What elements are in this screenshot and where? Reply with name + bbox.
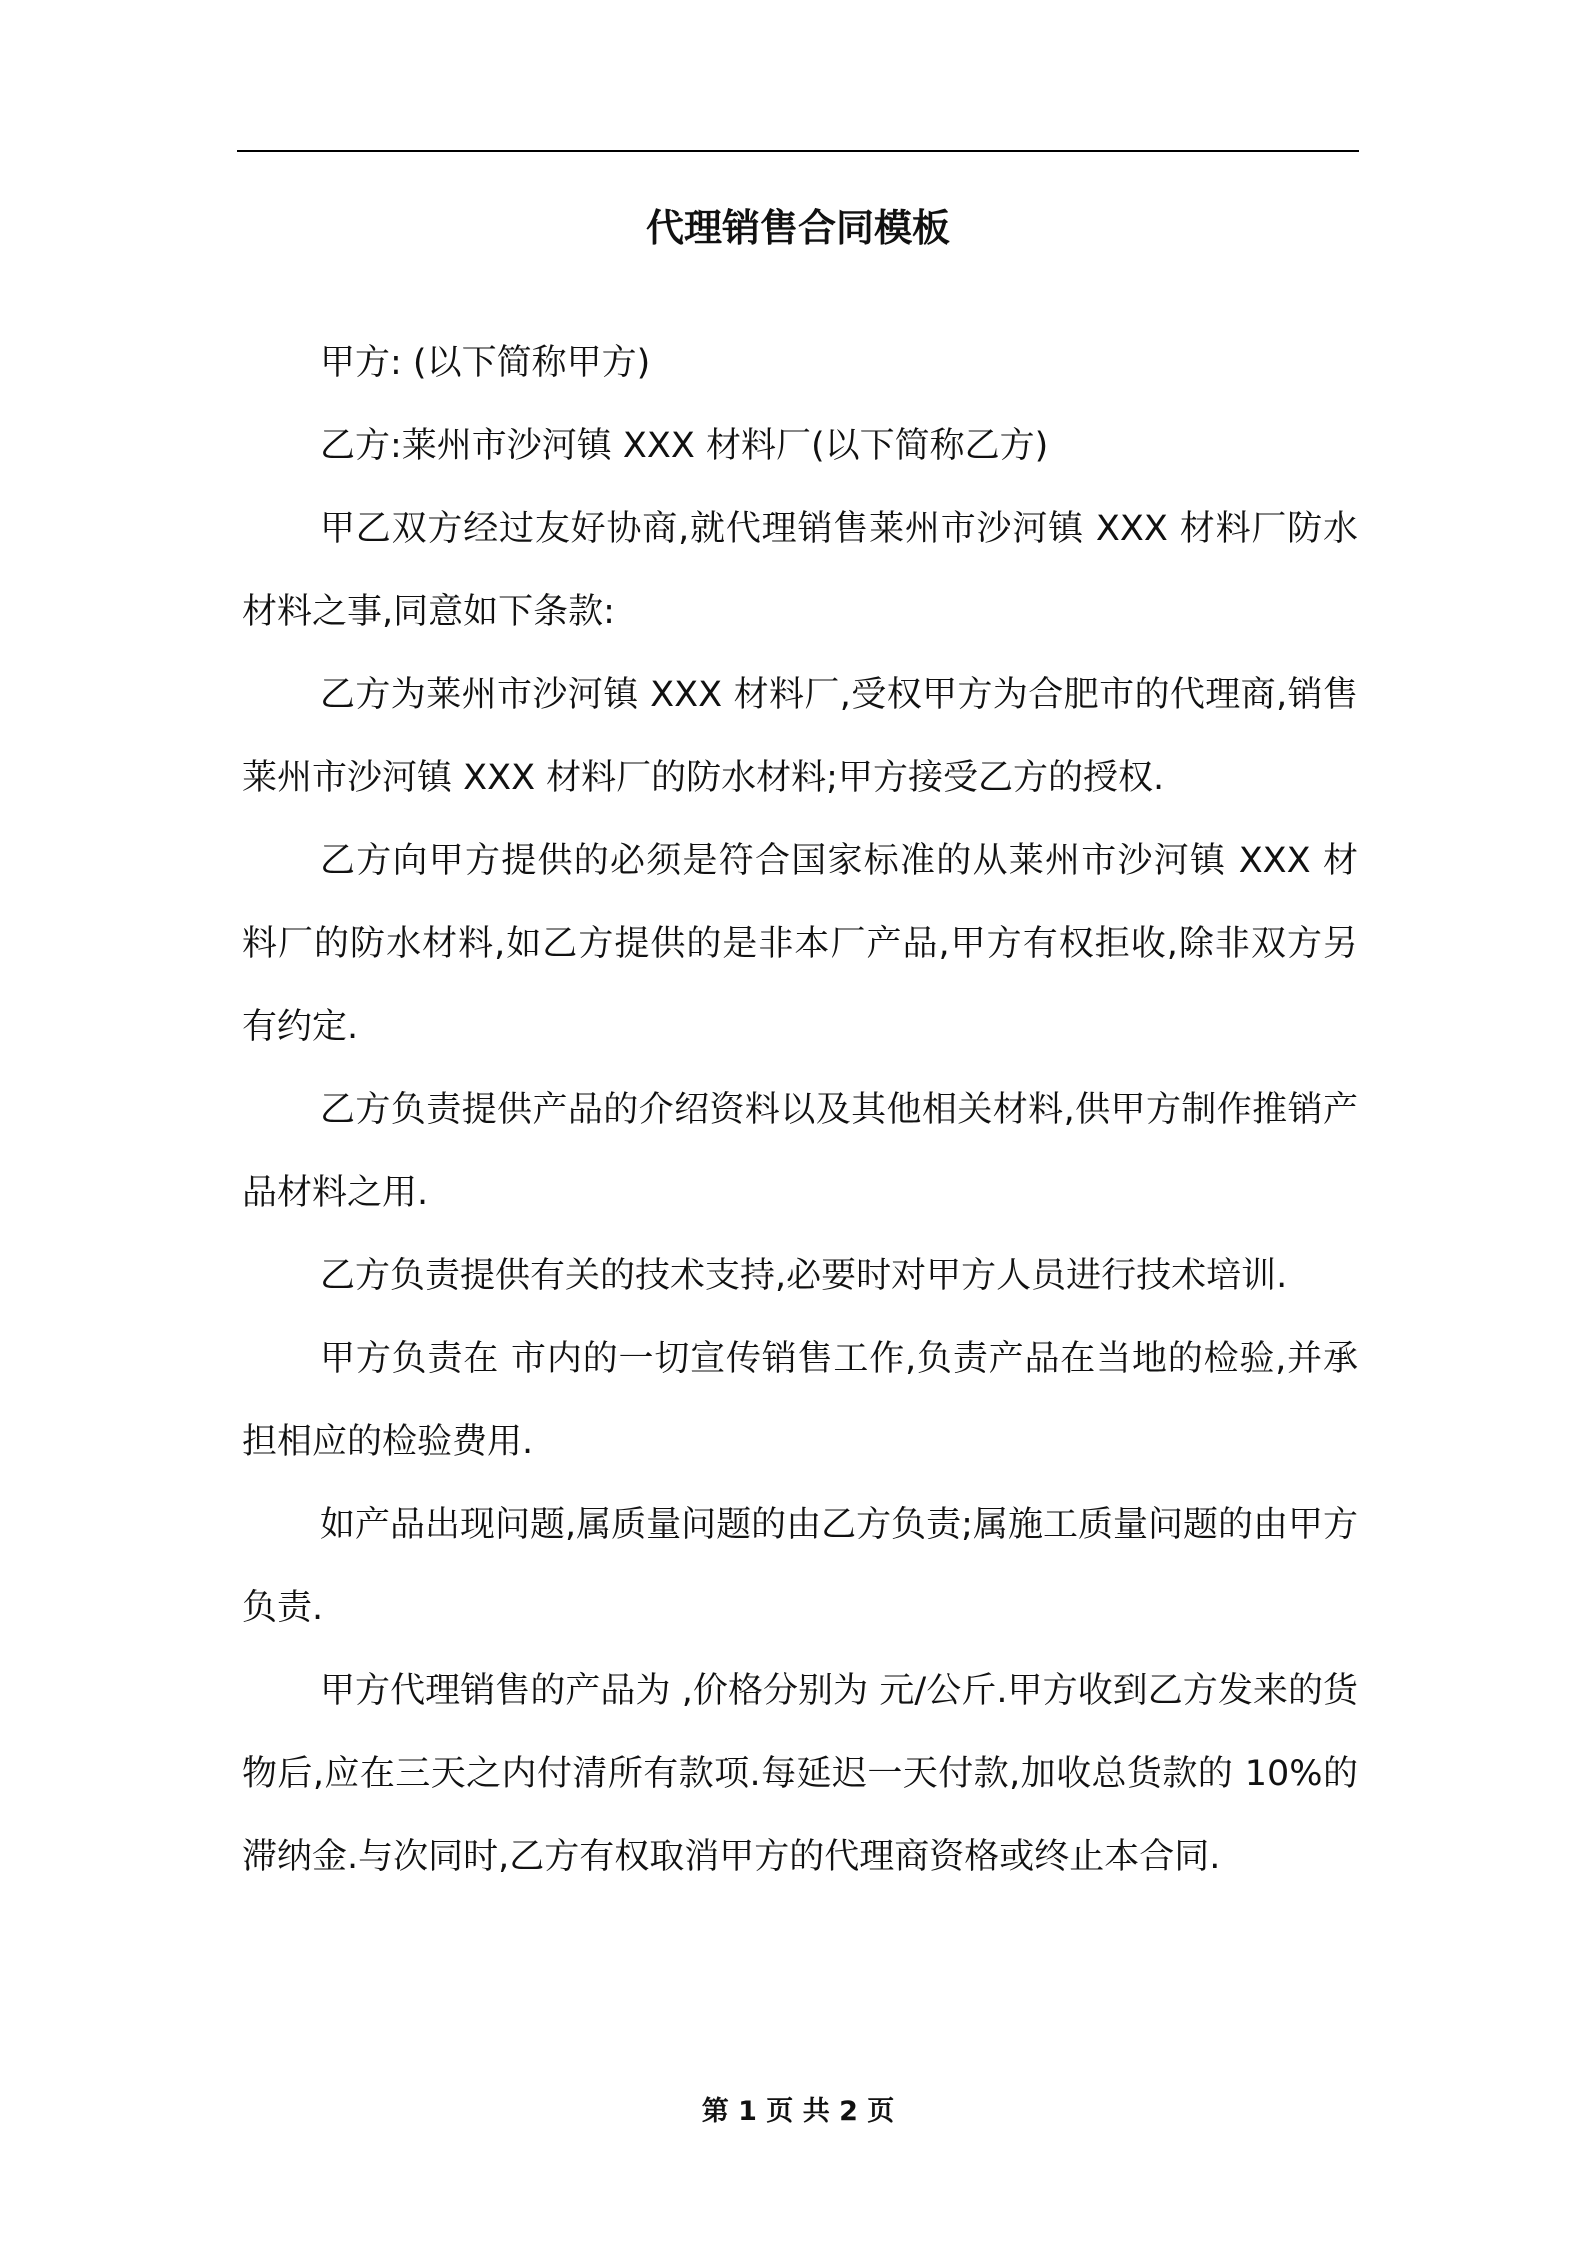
- paragraph-clause: 乙方负责提供产品的介绍资料以及其他相关材料,供甲方制作推销产品材料之用.: [242, 1090, 1358, 1213]
- paragraph-intro: 甲乙双方经过友好协商,就代理销售莱州市沙河镇 XXX 材料厂防水材料之事,同意如下条款:: [242, 509, 1358, 632]
- paragraph-clause: 如产品出现问题,属质量问题的由乙方负责;属施工质量问题的由甲方负责.: [242, 1505, 1358, 1628]
- paragraph-party-b: 乙方:莱州市沙河镇 XXX 材料厂(以下简称乙方): [320, 426, 1049, 466]
- document-title: 代理销售合同模板: [645, 206, 950, 250]
- paragraph-clause: 甲方负责在 市内的一切宣传销售工作,负责产品在当地的检验,并承担相应的检验费用.: [242, 1339, 1358, 1462]
- header-rule: [237, 150, 1359, 152]
- paragraph-clause: 乙方负责提供有关的技术支持,必要时对甲方人员进行技术培训.: [320, 1256, 1288, 1296]
- page-number-footer: 第 1 页 共 2 页: [701, 2096, 895, 2127]
- paragraph-clause: 乙方向甲方提供的必须是符合国家标准的从莱州市沙河镇 XXX 材料厂的防水材料,如乙方提供的是非本厂产品,甲方有权拒收,除非双方另有约定.: [242, 841, 1358, 1047]
- paragraph-clause: 乙方为莱州市沙河镇 XXX 材料厂,受权甲方为合肥市的代理商,销售莱州市沙河镇 XXX 材料厂的防水材料;甲方接受乙方的授权.: [242, 675, 1358, 798]
- document-body: [242, 322, 1358, 1899]
- paragraph-clause: 甲方代理销售的产品为 ,价格分别为 元/公斤.甲方收到乙方发来的货物后,应在三天之内付清所有款项.每延迟一天付款,加收总货款的 10%的滞纳金.与次同时,乙方有权取消甲方的代理商资格或终止本合同.: [242, 1671, 1358, 1877]
- paragraph-party-a: 甲方: (以下简称甲方): [320, 343, 651, 383]
